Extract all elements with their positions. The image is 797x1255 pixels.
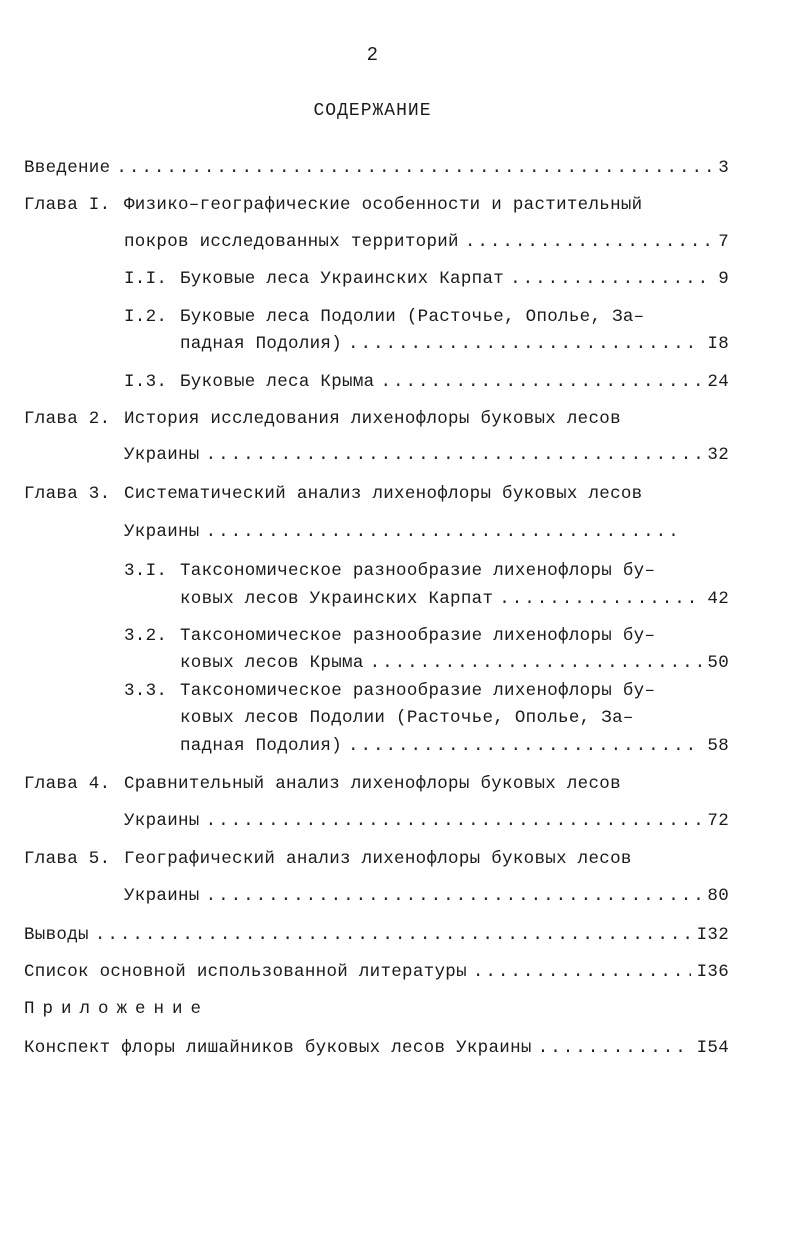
leader-dots [348,735,701,757]
toc-page: 9 [718,269,729,289]
toc-label: Выводы [24,925,89,945]
toc-page: I32 [696,925,729,945]
toc-page: I54 [696,1038,729,1058]
toc-text: Систематический анализ лихенофлоры буковых лесов [124,484,643,504]
toc-label: покров исследованных территорий [124,232,459,252]
toc-page: 24 [707,372,729,392]
toc-page: 32 [707,445,729,465]
toc-label: Украины [124,445,200,465]
leader-dots [499,588,701,610]
toc-page: 72 [707,811,729,831]
toc-entry-s1-3[interactable] [180,371,729,393]
leader-dots [116,157,712,179]
leader-dots [206,810,702,832]
toc-page: 42 [707,589,729,609]
toc-entry-s3-3[interactable] [180,735,729,757]
toc-entry-conclusions[interactable] [24,924,729,946]
toc-page: I36 [696,962,729,982]
toc-label: Буковые леса Украинских Карпат [180,269,505,289]
chapter-heading: Глава 3. [24,484,111,504]
toc-text: ковых лесов Подолии (Расточье, Ополье, За– [180,708,634,728]
toc-entry-ch2[interactable] [124,444,729,466]
section-number: 3.I. [124,561,168,581]
toc-label: падная Подолия) [180,334,343,354]
leader-dots [465,231,712,253]
toc-entry-ch5[interactable] [124,885,729,907]
toc-text: Буковые леса Подолии (Расточье, Ополье, За– [180,307,645,327]
leader-dots [95,924,691,946]
toc-page: 3 [718,158,729,178]
leader-dots [206,521,685,543]
section-number: 3.2. [124,626,168,646]
toc-entry-s3-1[interactable] [180,588,729,610]
toc-entry-conspectus[interactable] [24,1037,729,1059]
toc-label: ковых лесов Украинских Карпат [180,589,494,609]
toc-label: падная Подолия) [180,736,343,756]
toc-entry-ch3[interactable] [124,521,691,543]
section-number: I.I. [124,269,168,289]
chapter-heading: Глава 4. [24,774,111,794]
chapter-heading: Глава 2. [24,409,111,429]
toc-label: Введение [24,158,111,178]
toc-label: Конспект флоры лишайников буковых лесов Украины [24,1038,532,1058]
toc-label: Украины [124,522,200,542]
appendix-heading: Приложение [24,999,210,1019]
toc-entry-ch4[interactable] [124,810,729,832]
toc-text: Сравнительный анализ лихенофлоры буковых лесов [124,774,621,794]
toc-page: I8 [707,334,729,354]
chapter-heading: Глава I. [24,195,111,215]
leader-dots [348,333,701,355]
toc-entry-ch1[interactable] [124,231,729,253]
section-number: I.2. [124,307,168,327]
toc-entry-s3-2[interactable] [180,652,729,674]
section-number: I.3. [124,372,168,392]
leader-dots [510,268,712,290]
toc-label: Список основной использованной литературы [24,962,467,982]
leader-dots [370,652,702,674]
toc-label: ковых лесов Крыма [180,653,364,673]
toc-page: 50 [707,653,729,673]
page-title: СОДЕРЖАНИЕ [313,101,432,121]
toc-page: 58 [707,736,729,756]
toc-page: 80 [707,886,729,906]
toc-label: Украины [124,886,200,906]
toc-text: Таксономическое разнообразие лихенофлоры бу– [180,681,656,701]
leader-dots [538,1037,691,1059]
toc-entry-intro[interactable] [24,157,729,179]
chapter-heading: Глава 5. [24,849,111,869]
page-number: 2 [366,44,379,66]
toc-entry-s1-1[interactable] [180,268,729,290]
toc-text: История исследования лихенофлоры буковых лесов [124,409,621,429]
toc-text: Географический анализ лихенофлоры буковых лесов [124,849,632,869]
toc-label: Буковые леса Крыма [180,372,375,392]
leader-dots [206,885,702,907]
leader-dots [380,371,701,393]
section-number: 3.3. [124,681,168,701]
toc-text: Таксономическое разнообразие лихенофлоры бу– [180,626,656,646]
toc-entry-literature[interactable] [24,961,729,983]
leader-dots [206,444,702,466]
toc-text: Таксономическое разнообразие лихенофлоры бу– [180,561,656,581]
toc-page: 7 [718,232,729,252]
leader-dots [473,961,691,983]
toc-label: Украины [124,811,200,831]
toc-entry-s1-2[interactable] [180,333,729,355]
toc-text: Физико–географические особенности и растительный [124,195,643,215]
